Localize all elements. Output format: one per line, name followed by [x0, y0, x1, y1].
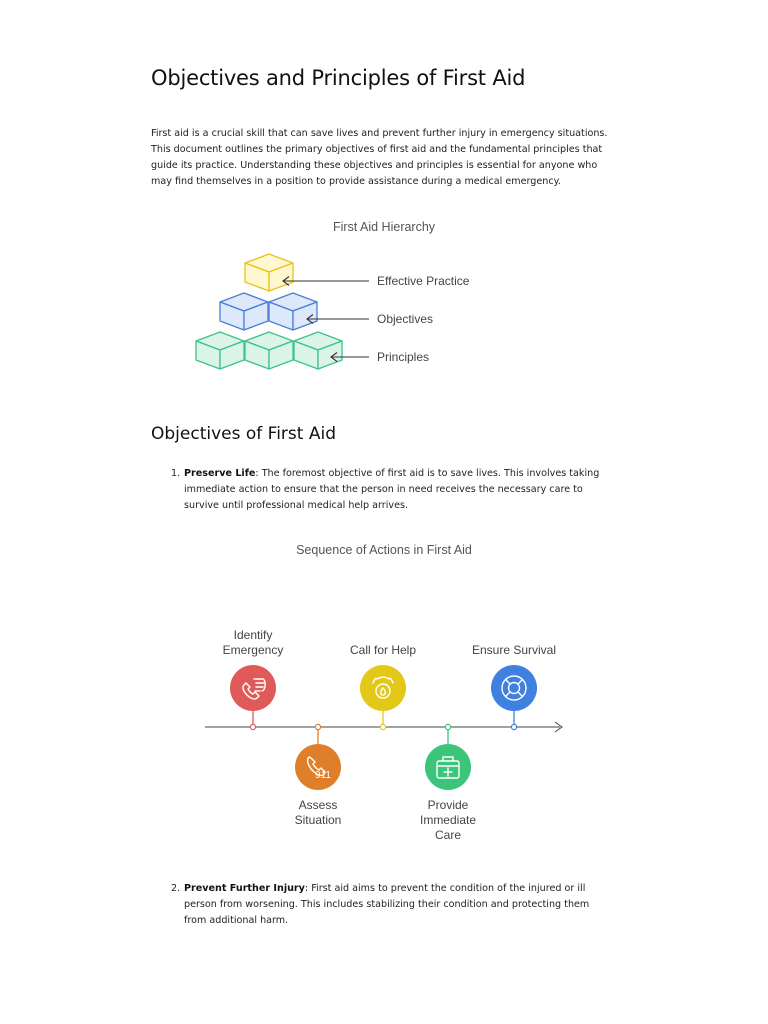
- label-effective-practice-text: Effective Practice: [377, 274, 470, 288]
- intro-paragraph: First aid is a crucial skill that can save lives and prevent further injury in emergency situations. This document outlines the primary objectives of first aid and the fundamental principles that guide its practice. Understanding these objectives and principles is essential for anyone who may find themselves in a position to provide assistance during a medical emergency.: [151, 128, 608, 187]
- label-principles-text: Principles: [377, 350, 430, 364]
- icon-911-text: 911: [315, 770, 331, 781]
- timeline-dot: [511, 724, 516, 729]
- timeline-step: [472, 643, 556, 730]
- section-title-objectives: Objectives of First Aid: [151, 424, 336, 444]
- timeline-dot: [445, 724, 450, 729]
- timeline-steps: [223, 628, 556, 842]
- page-title: Objectives and Principles of First Aid: [151, 66, 526, 90]
- timeline-step: [295, 724, 342, 827]
- timeline-dot: [315, 724, 320, 729]
- label-objectives-text: Objectives: [377, 312, 434, 326]
- step-badge: [295, 744, 341, 790]
- hierarchy-title: First Aid Hierarchy: [332, 220, 436, 234]
- objective-item-2: [171, 881, 611, 929]
- step-label: Ensure Survival: [471, 643, 557, 657]
- objective-number: 1.: [171, 468, 181, 479]
- step-label: Assess Situation: [294, 798, 342, 827]
- step-label: Provide Immediate Care: [419, 798, 477, 842]
- objective-text: : The foremost objective of first aid is to save lives. This involves taking immediate action to ensure that the person in need receives the necessary care to survive until professional medical help arrives.: [184, 468, 600, 511]
- objective-number: 2.: [171, 883, 181, 894]
- timeline-title: Sequence of Actions in First Aid: [296, 543, 472, 557]
- timeline-step: [223, 628, 284, 730]
- timeline-step: [420, 724, 476, 842]
- step-label: Identify Emergency: [222, 628, 284, 657]
- timeline-step: [350, 643, 416, 730]
- step-badge: [425, 744, 471, 790]
- objective-text: : First aid aims to prevent the condition of the injured or ill person from worsening. This includes stabilizing their condition and protecting them from additional harm.: [184, 883, 590, 926]
- timeline-dot: [250, 724, 255, 729]
- objective-title: Preserve Life: [184, 468, 256, 479]
- step-label: Call for Help: [349, 643, 417, 657]
- objective-title: Prevent Further Injury: [184, 883, 305, 894]
- timeline-dot: [380, 724, 385, 729]
- step-badge: [230, 665, 276, 711]
- step-badge: [491, 665, 537, 711]
